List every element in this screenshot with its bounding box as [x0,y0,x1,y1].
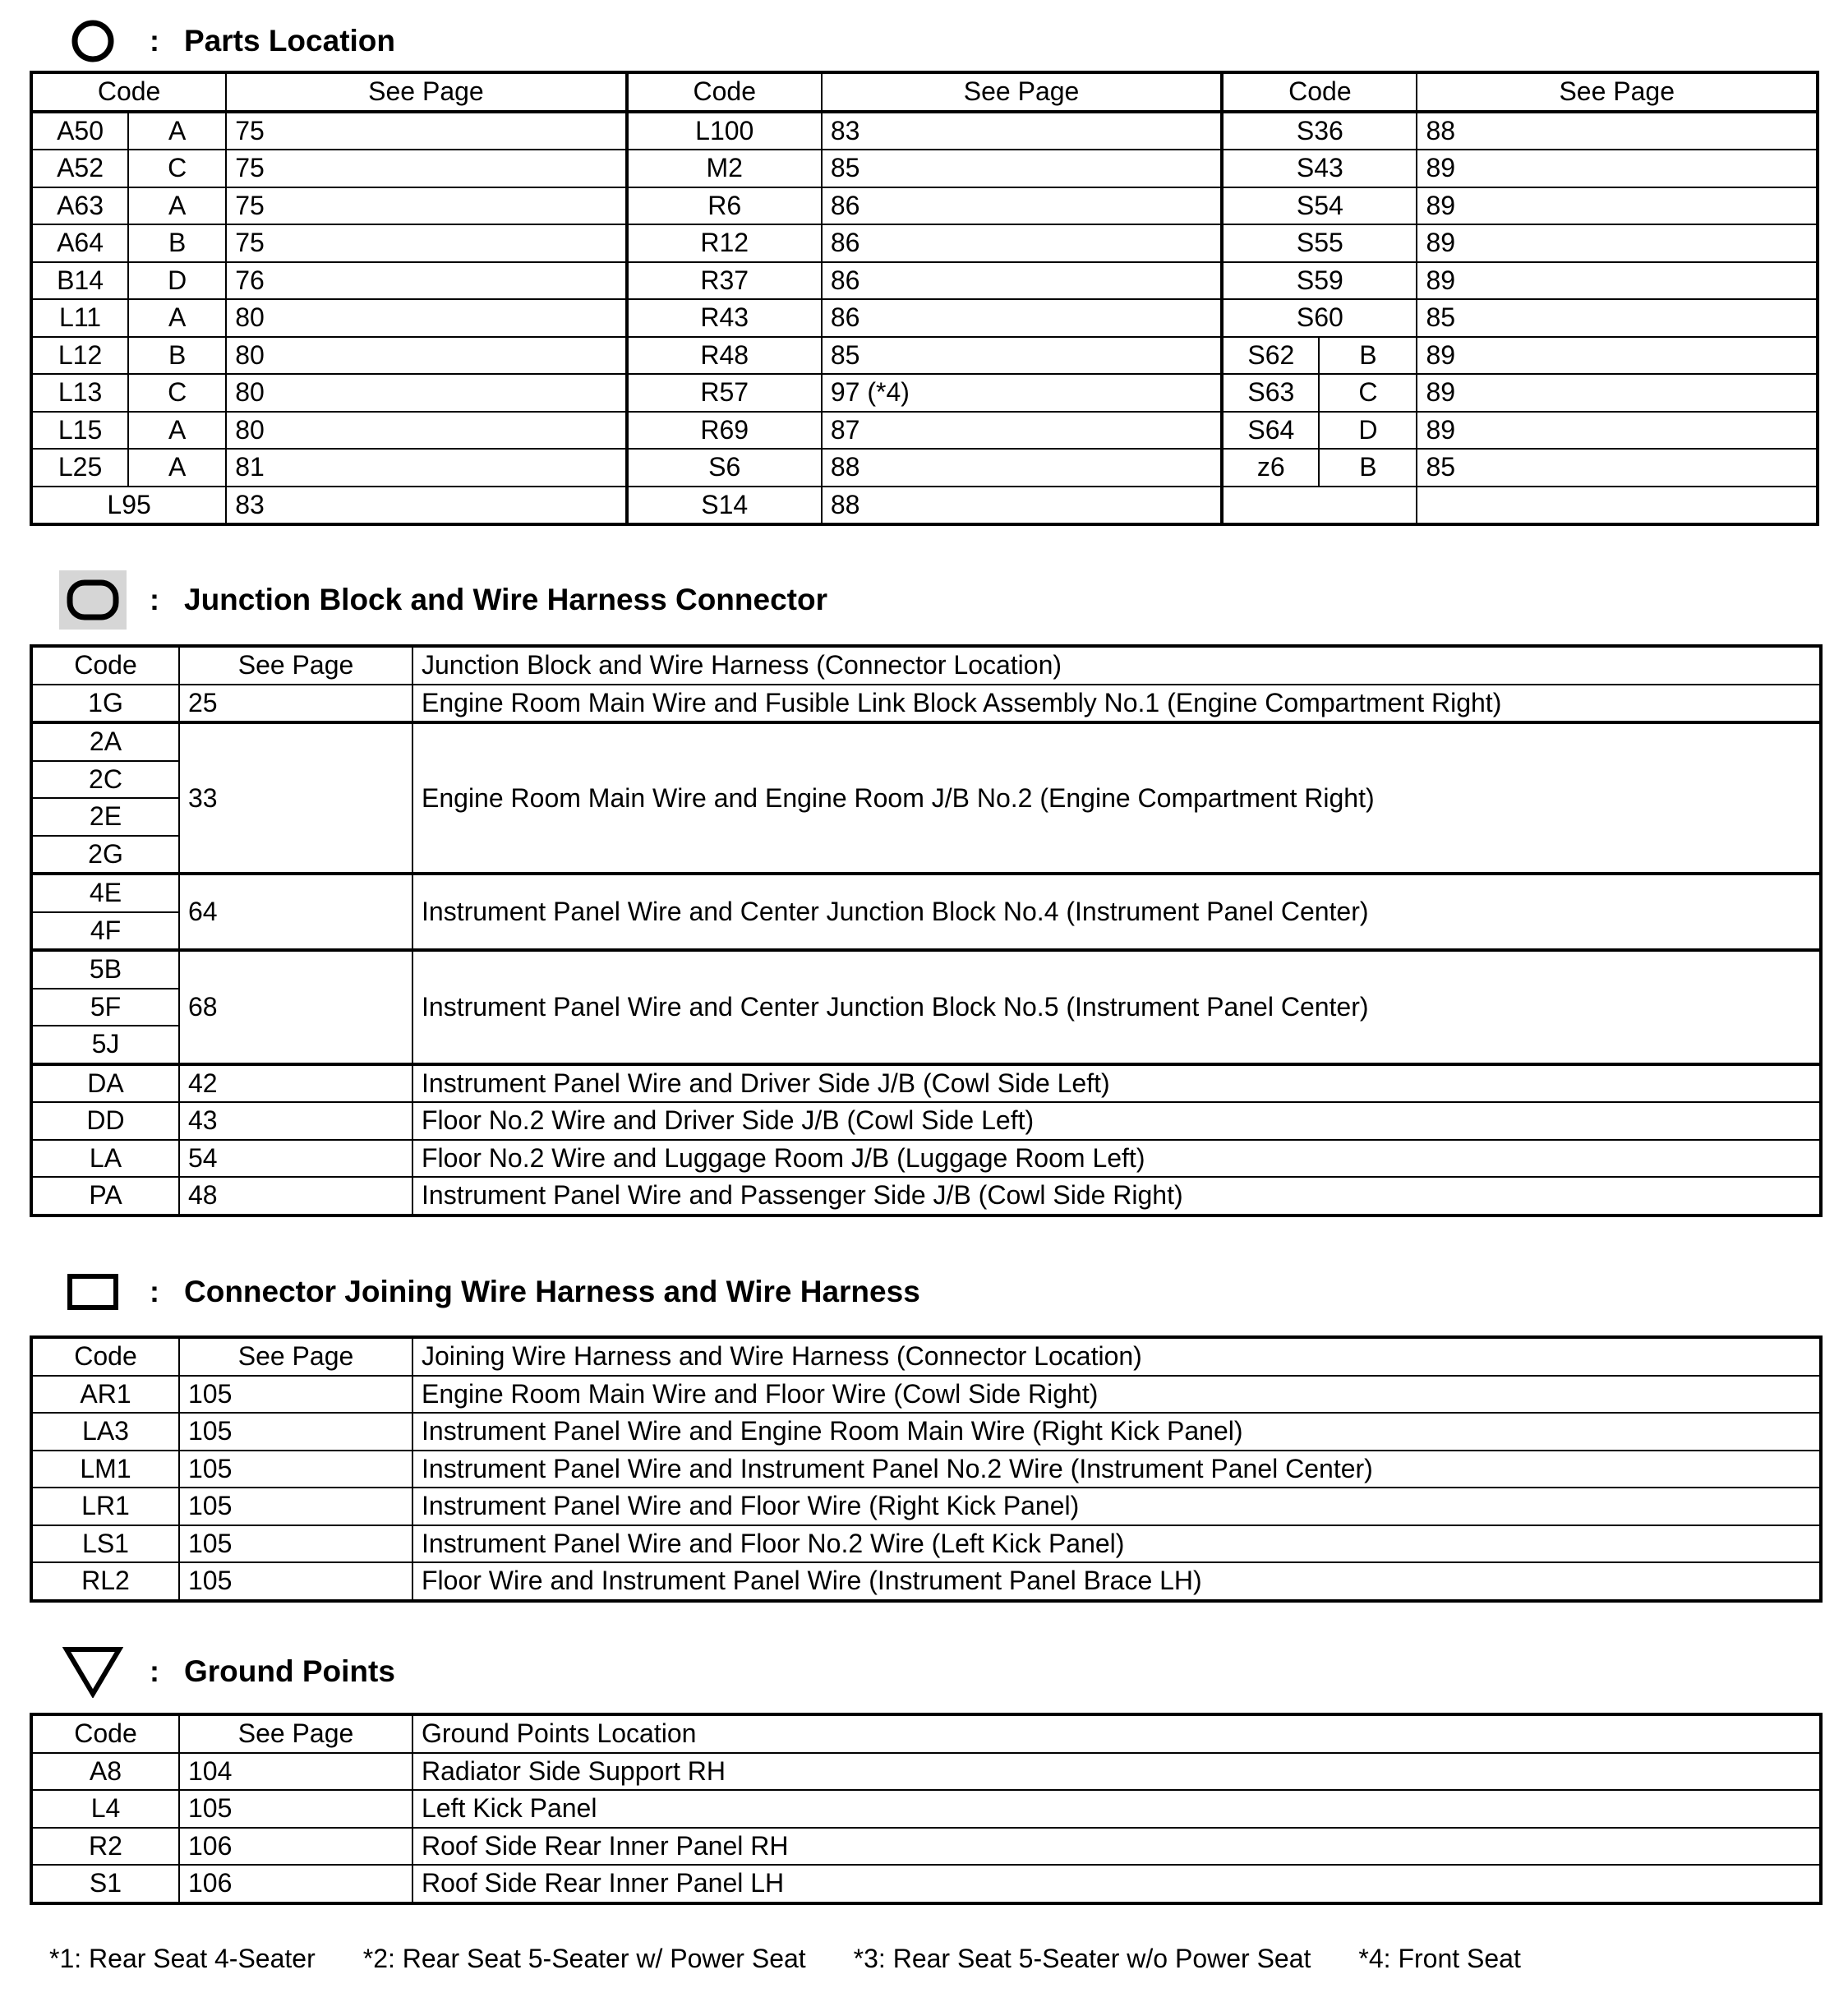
part-code: B14 [31,262,128,300]
table-row [31,1413,1821,1451]
connector-page: 105 [179,1562,412,1601]
part-page: 85 [822,337,1222,375]
part-code: S6 [627,449,822,487]
part-code: R57 [627,374,822,412]
junction-code: DD [31,1102,179,1140]
footnote: *1: Rear Seat 4-Seater [49,1944,316,1973]
part-variant: A [128,412,226,450]
table-row [31,487,1818,525]
part-code: L25 [31,449,128,487]
part-variant: B [128,224,226,262]
table-row [31,722,1821,761]
part-variant: B [128,337,226,375]
part-code: S64 [1222,412,1319,450]
heading-colon: : [150,1654,159,1688]
part-page [1417,487,1818,525]
part-variant: B [1319,337,1417,375]
part-code: M2 [627,150,822,187]
part-page: 81 [226,449,626,487]
section-title: Parts Location [184,24,395,58]
part-variant: A [128,112,226,150]
junction-page: 64 [179,874,412,950]
junction-code: 2C [31,761,179,799]
part-variant: D [128,262,226,300]
junction-location: Floor No.2 Wire and Luggage Room J/B (Luggage Room Left) [412,1140,1821,1178]
ground-location: Left Kick Panel [412,1790,1821,1828]
part-code: S36 [1222,112,1417,150]
table-row [31,1064,1821,1103]
table-row [31,1140,1821,1178]
header-see-page: See Page [226,72,626,112]
part-page: 75 [226,187,626,225]
junction-code: LA [31,1140,179,1178]
part-code: R37 [627,262,822,300]
part-code: L13 [31,374,128,412]
part-code: z6 [1222,449,1319,487]
table-row [31,112,1818,150]
part-page: 89 [1417,337,1818,375]
header-see-page: See Page [179,1714,412,1753]
junction-code: DA [31,1064,179,1103]
header-row [31,72,1818,112]
header-row [31,1337,1821,1376]
part-code: A52 [31,150,128,187]
part-code [1222,487,1417,525]
table-row [31,449,1818,487]
table-row [31,874,1821,912]
heading-colon: : [150,583,159,616]
junction-location: Floor No.2 Wire and Driver Side J/B (Cowl Side Left) [412,1102,1821,1140]
table-row [31,262,1818,300]
header-code: Code [31,72,226,112]
part-page: 83 [226,487,626,525]
header-location: Joining Wire Harness and Wire Harness (Connector Location) [412,1337,1821,1376]
part-page: 80 [226,412,626,450]
junction-code: 5J [31,1026,179,1064]
ground-page: 106 [179,1828,412,1866]
connector-page: 105 [179,1488,412,1525]
part-page: 85 [822,150,1222,187]
junction-page: 25 [179,685,412,723]
part-variant: C [128,374,226,412]
ground-code: A8 [31,1753,179,1791]
part-page: 86 [822,262,1222,300]
ground-page: 105 [179,1790,412,1828]
part-page: 86 [822,224,1222,262]
ground-location: Radiator Side Support RH [412,1753,1821,1791]
table-row [31,950,1821,989]
junction-location: Instrument Panel Wire and Center Junction Block No.5 (Instrument Panel Center) [412,950,1821,1064]
part-variant: A [128,187,226,225]
ground-points-heading [59,1642,395,1701]
table-row [31,1865,1821,1903]
header-code: Code [31,1714,179,1753]
circle-icon [59,12,127,71]
junction-block-table [30,644,1823,1217]
header-see-page: See Page [179,1337,412,1376]
table-row [31,1488,1821,1525]
rounded-rectangle-icon [59,570,127,630]
part-variant: C [128,150,226,187]
ground-page: 106 [179,1865,412,1903]
part-code: S55 [1222,224,1417,262]
header-see-page: See Page [1417,72,1818,112]
part-variant: B [1319,449,1417,487]
part-code: L11 [31,299,128,337]
part-page: 89 [1417,262,1818,300]
footnote: *3: Rear Seat 5-Seater w/o Power Seat [853,1944,1311,1973]
part-code: L100 [627,112,822,150]
part-page: 97 (*4) [822,374,1222,412]
junction-code: 5B [31,950,179,989]
table-row [31,1376,1821,1414]
junction-page: 43 [179,1102,412,1140]
junction-page: 48 [179,1177,412,1216]
header-code: Code [1222,72,1417,112]
table-row [31,187,1818,225]
heading-colon: : [150,1275,159,1308]
part-code: A64 [31,224,128,262]
table-row [31,1102,1821,1140]
junction-page: 68 [179,950,412,1064]
connector-location: Floor Wire and Instrument Panel Wire (Instrument Panel Brace LH) [412,1562,1821,1601]
junction-page: 33 [179,722,412,874]
rectangle-icon [59,1262,127,1322]
header-code: Code [31,1337,179,1376]
ground-code: R2 [31,1828,179,1866]
part-page: 89 [1417,150,1818,187]
table-row [31,337,1818,375]
section-title: Connector Joining Wire Harness and Wire Harness [184,1275,920,1308]
part-code: S63 [1222,374,1319,412]
part-code: A63 [31,187,128,225]
connector-joining-table [30,1335,1823,1603]
part-page: 75 [226,224,626,262]
part-code: S62 [1222,337,1319,375]
connector-location: Instrument Panel Wire and Floor Wire (Right Kick Panel) [412,1488,1821,1525]
junction-code: PA [31,1177,179,1216]
table-row [31,685,1821,723]
table-row [31,412,1818,450]
part-code: S59 [1222,262,1417,300]
connector-location: Instrument Panel Wire and Instrument Panel No.2 Wire (Instrument Panel Center) [412,1451,1821,1488]
part-code: S43 [1222,150,1417,187]
part-page: 88 [1417,112,1818,150]
connector-joining-heading [59,1262,920,1322]
footnote: *4: Front Seat [1358,1944,1521,1973]
part-code: L95 [31,487,226,525]
table-row [31,1177,1821,1216]
heading-colon: : [150,24,159,58]
junction-page: 54 [179,1140,412,1178]
ground-points-table [30,1713,1823,1905]
part-page: 76 [226,262,626,300]
table-row [31,1753,1821,1791]
table-row [31,1525,1821,1563]
part-page: 86 [822,187,1222,225]
junction-code: 2A [31,722,179,761]
part-code: A50 [31,112,128,150]
part-page: 80 [226,337,626,375]
connector-code: LR1 [31,1488,179,1525]
header-row [31,1714,1821,1753]
connector-page: 105 [179,1413,412,1451]
section-title: Junction Block and Wire Harness Connector [184,583,827,616]
ground-code: S1 [31,1865,179,1903]
part-page: 89 [1417,187,1818,225]
junction-location: Engine Room Main Wire and Engine Room J/B No.2 (Engine Compartment Right) [412,722,1821,874]
table-row [31,150,1818,187]
part-page: 75 [226,150,626,187]
connector-location: Instrument Panel Wire and Engine Room Main Wire (Right Kick Panel) [412,1413,1821,1451]
triangle-down-icon [59,1642,127,1701]
header-code: Code [31,646,179,685]
table-row [31,299,1818,337]
ground-location: Roof Side Rear Inner Panel RH [412,1828,1821,1866]
junction-code: 2E [31,798,179,836]
part-code: L12 [31,337,128,375]
connector-code: AR1 [31,1376,179,1414]
junction-page: 42 [179,1064,412,1103]
header-see-page: See Page [822,72,1222,112]
part-page: 75 [226,112,626,150]
header-location: Ground Points Location [412,1714,1821,1753]
ground-page: 104 [179,1753,412,1791]
connector-code: RL2 [31,1562,179,1601]
part-page: 87 [822,412,1222,450]
junction-location: Instrument Panel Wire and Passenger Side J/B (Cowl Side Right) [412,1177,1821,1216]
footnotes [49,1944,1816,1983]
part-page: 89 [1417,224,1818,262]
part-code: R6 [627,187,822,225]
part-page: 89 [1417,412,1818,450]
connector-page: 105 [179,1525,412,1563]
junction-block-heading [59,570,827,630]
part-variant: A [128,299,226,337]
part-code: S14 [627,487,822,525]
part-code: R43 [627,299,822,337]
connector-page: 105 [179,1376,412,1414]
ground-location: Roof Side Rear Inner Panel LH [412,1865,1821,1903]
junction-location: Instrument Panel Wire and Center Junction Block No.4 (Instrument Panel Center) [412,874,1821,950]
table-row [31,1451,1821,1488]
junction-code: 4F [31,912,179,951]
part-code: S54 [1222,187,1417,225]
part-page: 80 [226,299,626,337]
table-row [31,224,1818,262]
part-page: 88 [822,449,1222,487]
connector-code: LS1 [31,1525,179,1563]
parts-location-table [30,71,1819,526]
table-row [31,1790,1821,1828]
part-code: L15 [31,412,128,450]
part-page: 85 [1417,299,1818,337]
connector-location: Instrument Panel Wire and Floor No.2 Wire (Left Kick Panel) [412,1525,1821,1563]
ground-code: L4 [31,1790,179,1828]
junction-code: 2G [31,836,179,874]
connector-code: LA3 [31,1413,179,1451]
connector-page: 105 [179,1451,412,1488]
part-code: R69 [627,412,822,450]
junction-code: 4E [31,874,179,912]
junction-code: 5F [31,989,179,1026]
part-variant: A [128,449,226,487]
connector-code: LM1 [31,1451,179,1488]
part-code: R48 [627,337,822,375]
junction-code: 1G [31,685,179,723]
part-page: 85 [1417,449,1818,487]
part-code: S60 [1222,299,1417,337]
parts-location-heading [59,12,395,71]
part-code: R12 [627,224,822,262]
header-row [31,646,1821,685]
part-page: 86 [822,299,1222,337]
footnote: *2: Rear Seat 5-Seater w/ Power Seat [362,1944,806,1973]
part-page: 88 [822,487,1222,525]
junction-location: Engine Room Main Wire and Fusible Link Block Assembly No.1 (Engine Compartment Right) [412,685,1821,723]
part-page: 83 [822,112,1222,150]
table-row [31,1828,1821,1866]
part-variant: C [1319,374,1417,412]
table-row [31,374,1818,412]
part-variant: D [1319,412,1417,450]
table-row [31,1562,1821,1601]
header-code: Code [627,72,822,112]
header-see-page: See Page [179,646,412,685]
junction-location: Instrument Panel Wire and Driver Side J/B (Cowl Side Left) [412,1064,1821,1103]
header-location: Junction Block and Wire Harness (Connector Location) [412,646,1821,685]
section-title: Ground Points [184,1654,395,1688]
part-page: 80 [226,374,626,412]
connector-location: Engine Room Main Wire and Floor Wire (Cowl Side Right) [412,1376,1821,1414]
part-page: 89 [1417,374,1818,412]
